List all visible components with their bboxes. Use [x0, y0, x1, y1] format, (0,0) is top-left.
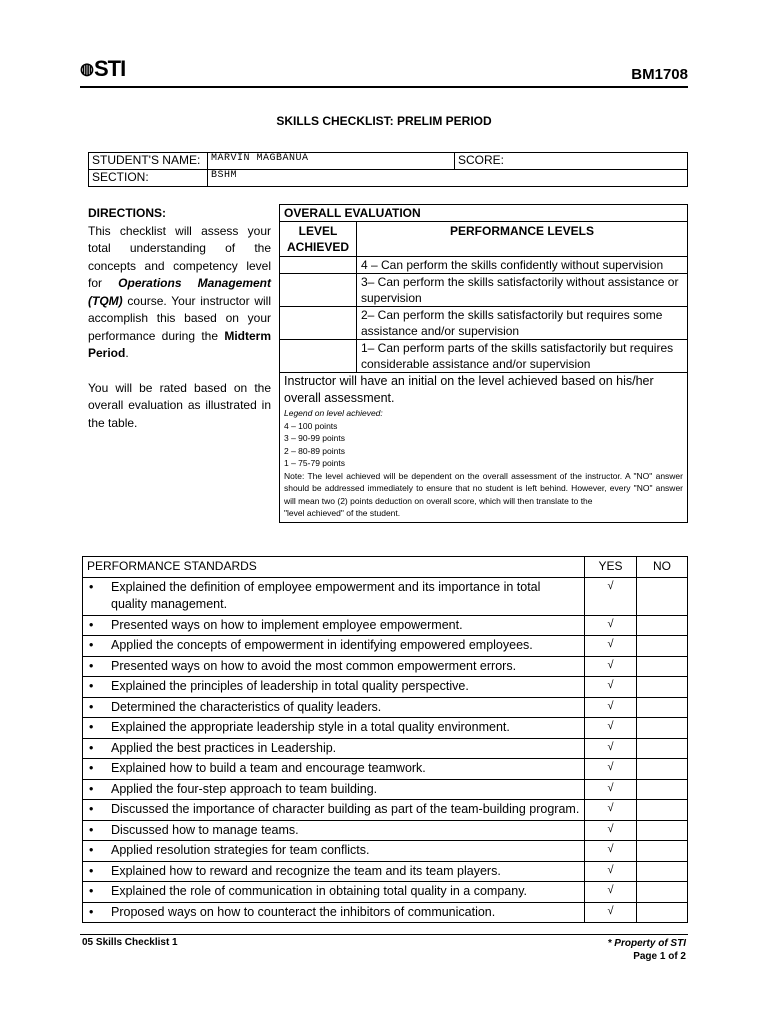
bullet: •: [89, 802, 94, 816]
footer-left: 05 Skills Checklist 1: [82, 937, 178, 948]
standard-text: Applied the four-step approach to team building.: [111, 781, 378, 796]
standard-cell: [83, 718, 585, 739]
no-check[interactable]: [637, 677, 688, 698]
table-row: [83, 800, 688, 821]
no-check[interactable]: [637, 718, 688, 739]
standard-text: Explained the role of communication in obtaining total quality in a company.: [111, 884, 527, 898]
level-4-cell[interactable]: [280, 257, 357, 274]
student-info-table: [88, 152, 688, 187]
standard-text: Explained the definition of employee empowerment and its importance in total quality management.: [111, 579, 541, 611]
overall-evaluation-table: [279, 204, 688, 523]
logo-text: STI: [93, 56, 126, 81]
legend-note-end: "level achieved" of the student.: [284, 508, 401, 518]
standard-text: Explained how to build a team and encourage teamwork.: [111, 761, 426, 775]
level-2-cell[interactable]: [280, 307, 357, 340]
standard-cell: [83, 697, 585, 718]
bullet: •: [89, 720, 94, 734]
table-row: [83, 902, 688, 923]
yes-check[interactable]: √: [585, 902, 637, 923]
no-check[interactable]: [637, 656, 688, 677]
legend-note: Note: The level achieved will be dependent on the overall assessment of the instructor. A "NO" answer should be addressed immediately to ensure that no student is left behind. However, every "NO" answer will mean two (2) points deduction on overall score, which will then translate to the: [284, 470, 683, 506]
table-row: [83, 861, 688, 882]
yes-check[interactable]: √: [585, 759, 637, 780]
standard-cell: [83, 841, 585, 862]
standard-cell: [83, 677, 585, 698]
section-label: SECTION:: [89, 170, 208, 187]
standard-text: Explained the principles of leadership in total quality perspective.: [111, 679, 469, 693]
table-row: [83, 882, 688, 903]
standard-cell: [83, 902, 585, 923]
level-4-text: 4 – Can perform the skills confidently without supervision: [357, 257, 688, 274]
yes-check[interactable]: √: [585, 738, 637, 759]
level-1-cell[interactable]: [280, 340, 357, 373]
performance-standards-table: [82, 556, 688, 923]
evaluation-heading: OVERALL EVALUATION: [280, 205, 688, 222]
level-2-text: 2– Can perform the skills satisfactorily but requires some assistance and/or supervision: [357, 307, 688, 340]
no-check[interactable]: [637, 800, 688, 821]
table-row: [83, 656, 688, 677]
bullet: •: [89, 740, 94, 755]
table-row: [83, 677, 688, 698]
yes-check[interactable]: √: [585, 800, 637, 821]
no-check[interactable]: [637, 902, 688, 923]
no-check[interactable]: [637, 738, 688, 759]
directions-paragraph-2: You will be rated based on the overall evaluation as illustrated in the table.: [88, 380, 271, 430]
bullet: •: [89, 699, 94, 714]
yes-check[interactable]: √: [585, 636, 637, 657]
legend: Legend on level achieved: 4 – 100 points 3 – 90-99 points 2 – 80-89 points 1 – 75-79 points Note: The level achieved will be dependent on the overall assessment of the instructor. A "NO" answer should be addressed immediately to ensure that no student is left behind. However, every "NO" answer will mean two (2) points deduction on overall score, which will then translate to the "level achieved" of the student.: [284, 408, 683, 518]
no-check[interactable]: [637, 779, 688, 800]
standard-cell: [83, 820, 585, 841]
globe-icon: ◍: [80, 61, 93, 78]
yes-check[interactable]: √: [585, 697, 637, 718]
performance-levels-header: PERFORMANCE LEVELS: [357, 222, 688, 257]
standard-text: Applied the best practices in Leadership.: [111, 740, 337, 755]
instructor-note-cell: [280, 373, 688, 523]
no-check[interactable]: [637, 820, 688, 841]
yes-check[interactable]: √: [585, 882, 637, 903]
bullet: •: [89, 579, 94, 594]
table-row: [83, 636, 688, 657]
yes-header: YES: [585, 557, 637, 578]
sti-logo: [80, 56, 125, 82]
yes-check[interactable]: √: [585, 820, 637, 841]
yes-check[interactable]: √: [585, 577, 637, 615]
bullet: •: [89, 843, 94, 857]
name-value: MARVIN MAGBANUA: [208, 153, 455, 170]
level-3-text: 3– Can perform the skills satisfactorily without assistance or supervision: [357, 274, 688, 307]
standard-cell: [83, 800, 585, 821]
table-row: [83, 759, 688, 780]
section-value: BSHM: [208, 170, 688, 187]
directions-paragraph-1: This checklist will assess your total understanding of the concepts and competency level for Operations Management (TQM) course. Your instructor will accomplish this based on your performance during the Midterm Period.: [88, 223, 271, 360]
yes-check[interactable]: √: [585, 656, 637, 677]
standard-text: Explained how to reward and recognize the team and its team players.: [111, 863, 501, 878]
table-row: [83, 738, 688, 759]
yes-check[interactable]: √: [585, 779, 637, 800]
page-title: SKILLS CHECKLIST: PRELIM PERIOD: [276, 114, 492, 128]
table-row: [83, 577, 688, 615]
table-row: [83, 779, 688, 800]
table-row: [83, 615, 688, 636]
standard-cell: [83, 738, 585, 759]
bullet: •: [89, 904, 94, 919]
level-1-text: 1– Can perform parts of the skills satisfactorily but requires considerable assistance and/or supervision: [357, 340, 688, 373]
bullet: •: [89, 617, 94, 632]
bullet: •: [89, 638, 94, 652]
standard-text: Proposed ways on how to counteract the inhibitors of communication.: [111, 904, 496, 919]
standard-cell: [83, 759, 585, 780]
no-check[interactable]: [637, 697, 688, 718]
bullet: •: [89, 822, 94, 837]
instructor-note: Instructor will have an initial on the level achieved based on his/her overall assessment.: [284, 374, 654, 405]
no-check[interactable]: [637, 861, 688, 882]
no-check[interactable]: [637, 577, 688, 615]
no-check[interactable]: [637, 882, 688, 903]
yes-check[interactable]: √: [585, 718, 637, 739]
directions: [88, 205, 271, 432]
standard-text: Explained the appropriate leadership style in a total quality environment.: [111, 720, 510, 734]
table-row: [83, 697, 688, 718]
property-note: * Property of STI: [607, 938, 686, 949]
standard-cell: [83, 882, 585, 903]
table-row: [83, 718, 688, 739]
standard-text: Discussed the importance of character building as part of the team-building program.: [111, 802, 580, 816]
yes-check[interactable]: √: [585, 861, 637, 882]
standard-text: Presented ways on how to implement employee empowerment.: [111, 617, 463, 632]
bullet: •: [89, 761, 94, 775]
yes-check[interactable]: √: [585, 841, 637, 862]
directions-heading: DIRECTIONS:: [88, 206, 166, 220]
level-3-cell[interactable]: [280, 274, 357, 307]
level-achieved-header: LEVEL ACHIEVED: [280, 222, 357, 257]
standard-cell: [83, 779, 585, 800]
standard-text: Applied resolution strategies for team conflicts.: [111, 843, 370, 857]
table-row: [83, 820, 688, 841]
yes-check[interactable]: √: [585, 615, 637, 636]
no-check[interactable]: [637, 615, 688, 636]
standard-cell: [83, 656, 585, 677]
no-header: NO: [637, 557, 688, 578]
page-number: Page 1 of 2: [633, 951, 686, 962]
bullet: •: [89, 884, 94, 898]
bullet: •: [89, 679, 94, 693]
standard-text: Applied the concepts of empowerment in identifying empowered employees.: [111, 638, 533, 652]
yes-check[interactable]: √: [585, 677, 637, 698]
standard-text: Presented ways on how to avoid the most common empowerment errors.: [111, 658, 517, 673]
standard-cell: [83, 577, 585, 615]
standard-cell: [83, 861, 585, 882]
table-row: [83, 841, 688, 862]
bullet: •: [89, 658, 94, 673]
standard-cell: [83, 615, 585, 636]
document-code: BM1708: [631, 66, 688, 83]
footer-right: [608, 937, 686, 963]
header-rule: [80, 86, 688, 88]
no-check[interactable]: [637, 636, 688, 657]
standard-cell: [83, 636, 585, 657]
standard-text: Determined the characteristics of quality leaders.: [111, 699, 382, 714]
no-check[interactable]: [637, 759, 688, 780]
standard-text: Discussed how to manage teams.: [111, 822, 299, 837]
name-label: STUDENT'S NAME:: [89, 153, 208, 170]
bullet: •: [89, 863, 94, 878]
bullet: •: [89, 781, 94, 796]
footer-rule: [80, 934, 688, 935]
no-check[interactable]: [637, 841, 688, 862]
standards-header: PERFORMANCE STANDARDS: [83, 557, 585, 578]
score-label: SCORE:: [455, 153, 688, 170]
